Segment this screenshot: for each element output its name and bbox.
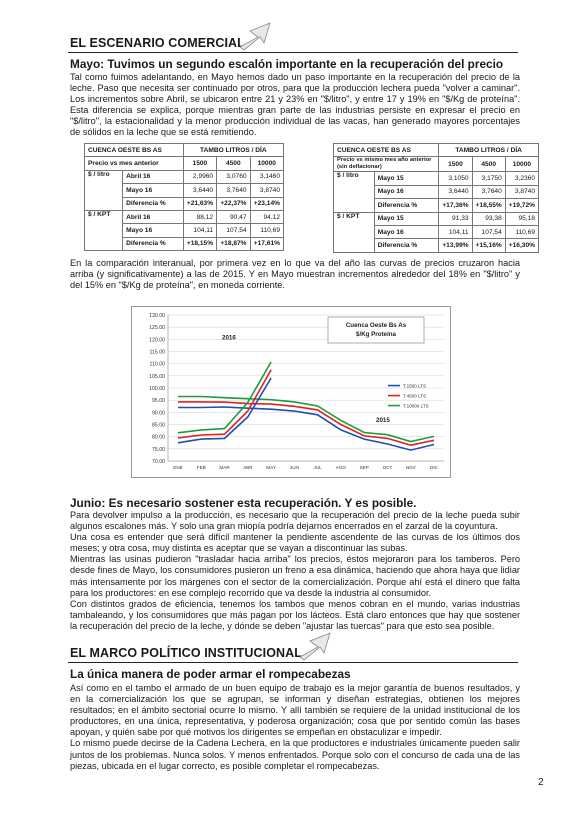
x-tick-label: DIC — [430, 465, 438, 470]
table-cell: 3,0760 — [217, 170, 250, 183]
x-tick-label: FEB — [196, 465, 206, 470]
y-tick-label: 130.00 — [149, 313, 165, 319]
section-header-escenario — [68, 33, 518, 53]
chart-title-box — [328, 317, 424, 343]
table-region: CUENCA OESTE BS AS — [334, 144, 439, 157]
table-cell: 3,1750 — [472, 172, 505, 185]
interanual-paragraph: En la comparación interanual, por primera vez en lo que va del año las curvas de precios cruzaron hacia arriba (y significativamente) a las de 2015. Y en Mayo muestran incrementos alrededor del 18% en "$/litro" y del 15% en "$/Kg de proteína", en moneda corriente. — [70, 258, 520, 291]
x-tick-label: SEP — [359, 465, 369, 470]
table-unit: $ / litro — [85, 170, 123, 210]
y-tick-label: 90.00 — [152, 410, 165, 417]
table-col-header: 4500 — [472, 157, 505, 172]
table-cell: +18,87% — [217, 237, 250, 250]
x-tick-label: MAR — [219, 465, 230, 470]
table-cell: 104,11 — [439, 225, 472, 238]
puzzle-paragraph: Así como en el tambo el armado de un buen equipo de trabajo es la mejor garantía de buenos resultados, y en la comercialización los que se agrupan, se informan y diseñan estrategias, obtienen los mejores resultados; en el ámbito sectorial ocurre lo mismo. Y allí también se requiere de la unidad institucional de los productores, en una única, representativa, y poderosa organización; cosa que por sentido común las bases apoyan, y quién sabe por qué motivos los dirigentes se empeñan en obstaculizar e impedir. — [70, 683, 520, 738]
june-heading: Junio: Es necesario sostener esta recuperación. Y es posible. — [70, 496, 417, 510]
table-cell: 3,7640 — [472, 185, 505, 198]
price-table-yearly — [333, 143, 539, 253]
table-cell: 88,12 — [183, 210, 216, 223]
x-tick-label: MAY — [266, 465, 276, 470]
table-cell: 110,69 — [505, 225, 538, 238]
table-row — [334, 172, 539, 185]
table-group: TAMBO LITROS / DÍA — [439, 144, 539, 157]
y-tick-label: 105.00 — [149, 373, 165, 380]
table-cell: +13,99% — [439, 239, 472, 252]
y-tick-label: 100.00 — [149, 386, 165, 392]
table-col-header: 10000 — [505, 157, 538, 172]
section-header-marco — [68, 643, 518, 663]
table-cell: 107,54 — [472, 225, 505, 238]
y-tick-label: 95.00 — [152, 398, 165, 405]
table-cell: 90,47 — [217, 210, 250, 223]
table-row-label: Abril 16 — [123, 210, 184, 223]
x-tick-label: OCT — [382, 465, 393, 470]
y-tick-label: 115.00 — [149, 349, 165, 356]
table-cell: 93,38 — [472, 212, 505, 225]
table-compare: Precio vs mes anterior — [85, 157, 184, 170]
table-row-label: Mayo 16 — [374, 225, 439, 238]
annotation-2016: 2016 — [222, 334, 236, 342]
table-cell: 2,9960 — [183, 170, 216, 183]
table-row — [85, 170, 284, 183]
legend-label: T.4500 LTS — [403, 393, 427, 399]
table-region: CUENCA OESTE BS AS — [85, 144, 184, 157]
table-row-label: Mayo 16 — [123, 224, 184, 237]
puzzle-paragraph: Lo mismo puede decirse de la Cadena Lechera, en la que productores e industriales únicamente pueden salir juntos de los problemas. Nunca solos. Y menos enfrentados. Porque solo con el concurso de cada una de las piezas, ubicada en el lugar correcto, es posible completar el rompecabezas. — [70, 738, 520, 771]
june-paragraph: Mientras las usinas pudieron "trasladar hacia arriba" los precios, éstos mejoraron para los tamberos. Pero desde fines de Mayo, los consumidores pusieron un freno a esa dinámica, haciendo que ahora haya que lidiar más intensamente por los márgenes con el sector de la comercialización. Porque ahí está el dinero que falta para los productores: en ese complejo recorrido que va desde la industria al consumidor. — [70, 554, 520, 598]
june-paragraph: Para devolver impulso a la producción, es necesario que la recuperación del precio de la leche pueda subir algunos escalones más. Y solo una gran miopía podría dejarnos encerrados en el zarzal de la coyuntura. — [70, 510, 520, 532]
annotation-2015: 2015 — [376, 417, 390, 425]
table-row-label: Diferencia % — [374, 239, 439, 252]
table-cell: 107,54 — [217, 224, 250, 237]
table-cell: 3,8740 — [250, 184, 283, 197]
table-row-label: Diferencia % — [374, 199, 439, 212]
table-row-label: Mayo 16 — [123, 184, 184, 197]
table-cell: +17,36% — [439, 199, 472, 212]
table-cell: 104,11 — [183, 224, 216, 237]
section-title: EL MARCO POLÍTICO INSTITUCIONAL — [70, 646, 303, 660]
y-tick-label: 80.00 — [152, 434, 165, 441]
table-cell: +15,16% — [472, 239, 505, 252]
table-row-label: Abril 16 — [123, 170, 184, 183]
table-row-label: Diferencia % — [123, 197, 184, 210]
table-cell: +19,72% — [505, 199, 538, 212]
y-tick-label: 110.00 — [149, 361, 165, 368]
table-cell: +16,30% — [505, 239, 538, 252]
table-cell: 3,1050 — [439, 172, 472, 185]
x-tick-label: JUN — [289, 465, 299, 470]
table-cell: 91,33 — [439, 212, 472, 225]
table-row-label: Mayo 15 — [374, 172, 439, 185]
y-tick-label: 125.00 — [149, 325, 165, 332]
table-col-header: 1500 — [439, 157, 472, 172]
table-col-header: 10000 — [250, 157, 283, 170]
puzzle-paragraphs — [70, 683, 520, 772]
x-tick-label: NOV — [405, 465, 416, 470]
arrow-icon — [236, 21, 276, 51]
table-unit: $ / KPT — [85, 210, 123, 250]
table-row — [334, 212, 539, 225]
chart-svg — [132, 307, 452, 479]
x-tick-label: AGO — [335, 465, 347, 470]
table-cell: +23,14% — [250, 197, 283, 210]
x-tick-label: ABR — [243, 465, 253, 470]
table-cell: +18,15% — [183, 237, 216, 250]
y-tick-label: 85.00 — [152, 422, 165, 429]
june-paragraph: Una cosa es entender que será difícil mantener la pendiente ascendente de las curvas de los últimos dos meses; y otra cosa, muy distinta es aceptar que se vayan a discontinuar las subas. — [70, 532, 520, 554]
arrow-icon — [296, 631, 336, 661]
table-cell: +22,37% — [217, 197, 250, 210]
table-cell: 3,2360 — [505, 172, 538, 185]
table-cell: 3,6440 — [439, 185, 472, 198]
may-paragraph: Tal como fuimos adelantando, en Mayo hemos dado un paso importante en la recuperación del precio de la leche. Paso que necesita ser continuado por otros, para que la producción lechera pueda "volver a caminar". Los incrementos sobre Abril, se ubicaron entre 21 y 23% en "$/litro", y entre 17 y 19% en "$/Kg de proteína". Esta diferencia se explica, porque mientras gran parte de las industrias persiste en expresar el precio en "$/litro", la estacionalidad y la menor producción individual de las vacas, han generado mayores porcentajes de sólidos en la leche que se está remitiendo. — [70, 72, 520, 138]
table-col-header: 4500 — [217, 157, 250, 170]
may-heading: Mayo: Tuvimos un segundo escalón importante en la recuperación del precio — [70, 57, 504, 71]
chart-title: Cuenca Oeste Bs As — [345, 322, 407, 329]
legend-label: T.10000 LTS — [403, 403, 429, 409]
table-cell: 3,8740 — [505, 185, 538, 198]
table-cell: 3,6440 — [183, 184, 216, 197]
table-cell: 94,12 — [250, 210, 283, 223]
price-table-monthly — [84, 143, 284, 251]
table-cell: +21,63% — [183, 197, 216, 210]
y-tick-label: 70.00 — [152, 459, 165, 465]
table-cell: 3,7640 — [217, 184, 250, 197]
table-cell: 3,1460 — [250, 170, 283, 183]
puzzle-heading: La única manera de poder armar el rompecabezas — [70, 667, 351, 681]
table-row — [85, 210, 284, 223]
table-cell: +18,55% — [472, 199, 505, 212]
page-number: 2 — [538, 777, 544, 788]
section-title: EL ESCENARIO COMERCIAL — [70, 36, 245, 50]
table-row-label: Mayo 15 — [374, 212, 439, 225]
x-tick-label: ENE — [173, 465, 183, 470]
x-tick-label: JUL — [313, 465, 322, 470]
y-tick-label: 120.00 — [149, 337, 165, 344]
june-paragraphs — [70, 510, 520, 632]
legend-label: T.1500 LTS — [403, 383, 427, 389]
price-chart — [131, 306, 451, 478]
y-tick-label: 75.00 — [152, 446, 165, 453]
table-row-label: Mayo 16 — [374, 185, 439, 198]
table-col-header: 1500 — [183, 157, 216, 170]
chart-title: $/Kg Proteína — [356, 331, 396, 338]
table-cell: 95,18 — [505, 212, 538, 225]
table-compare: Precio vs mismo mes año anterior (sin deflacionar) — [334, 157, 439, 172]
table-unit: $ / litro — [334, 172, 375, 212]
table-cell: +17,61% — [250, 237, 283, 250]
table-group: TAMBO LITROS / DÍA — [183, 144, 283, 157]
table-unit: $ / KPT — [334, 212, 375, 252]
table-row-label: Diferencia % — [123, 237, 184, 250]
june-paragraph: Con distintos grados de eficiencia, tenemos los tambos que menos cobran en el mundo, varias industrias tambaleando, y los consumidores que más pagan por los lácteos. Está claro entonces que hay que sostener la recuperación del precio de la leche, y dónde se deben "ajustar las tuercas" para que esto sea posible. — [70, 598, 520, 631]
table-cell: 110,69 — [250, 224, 283, 237]
